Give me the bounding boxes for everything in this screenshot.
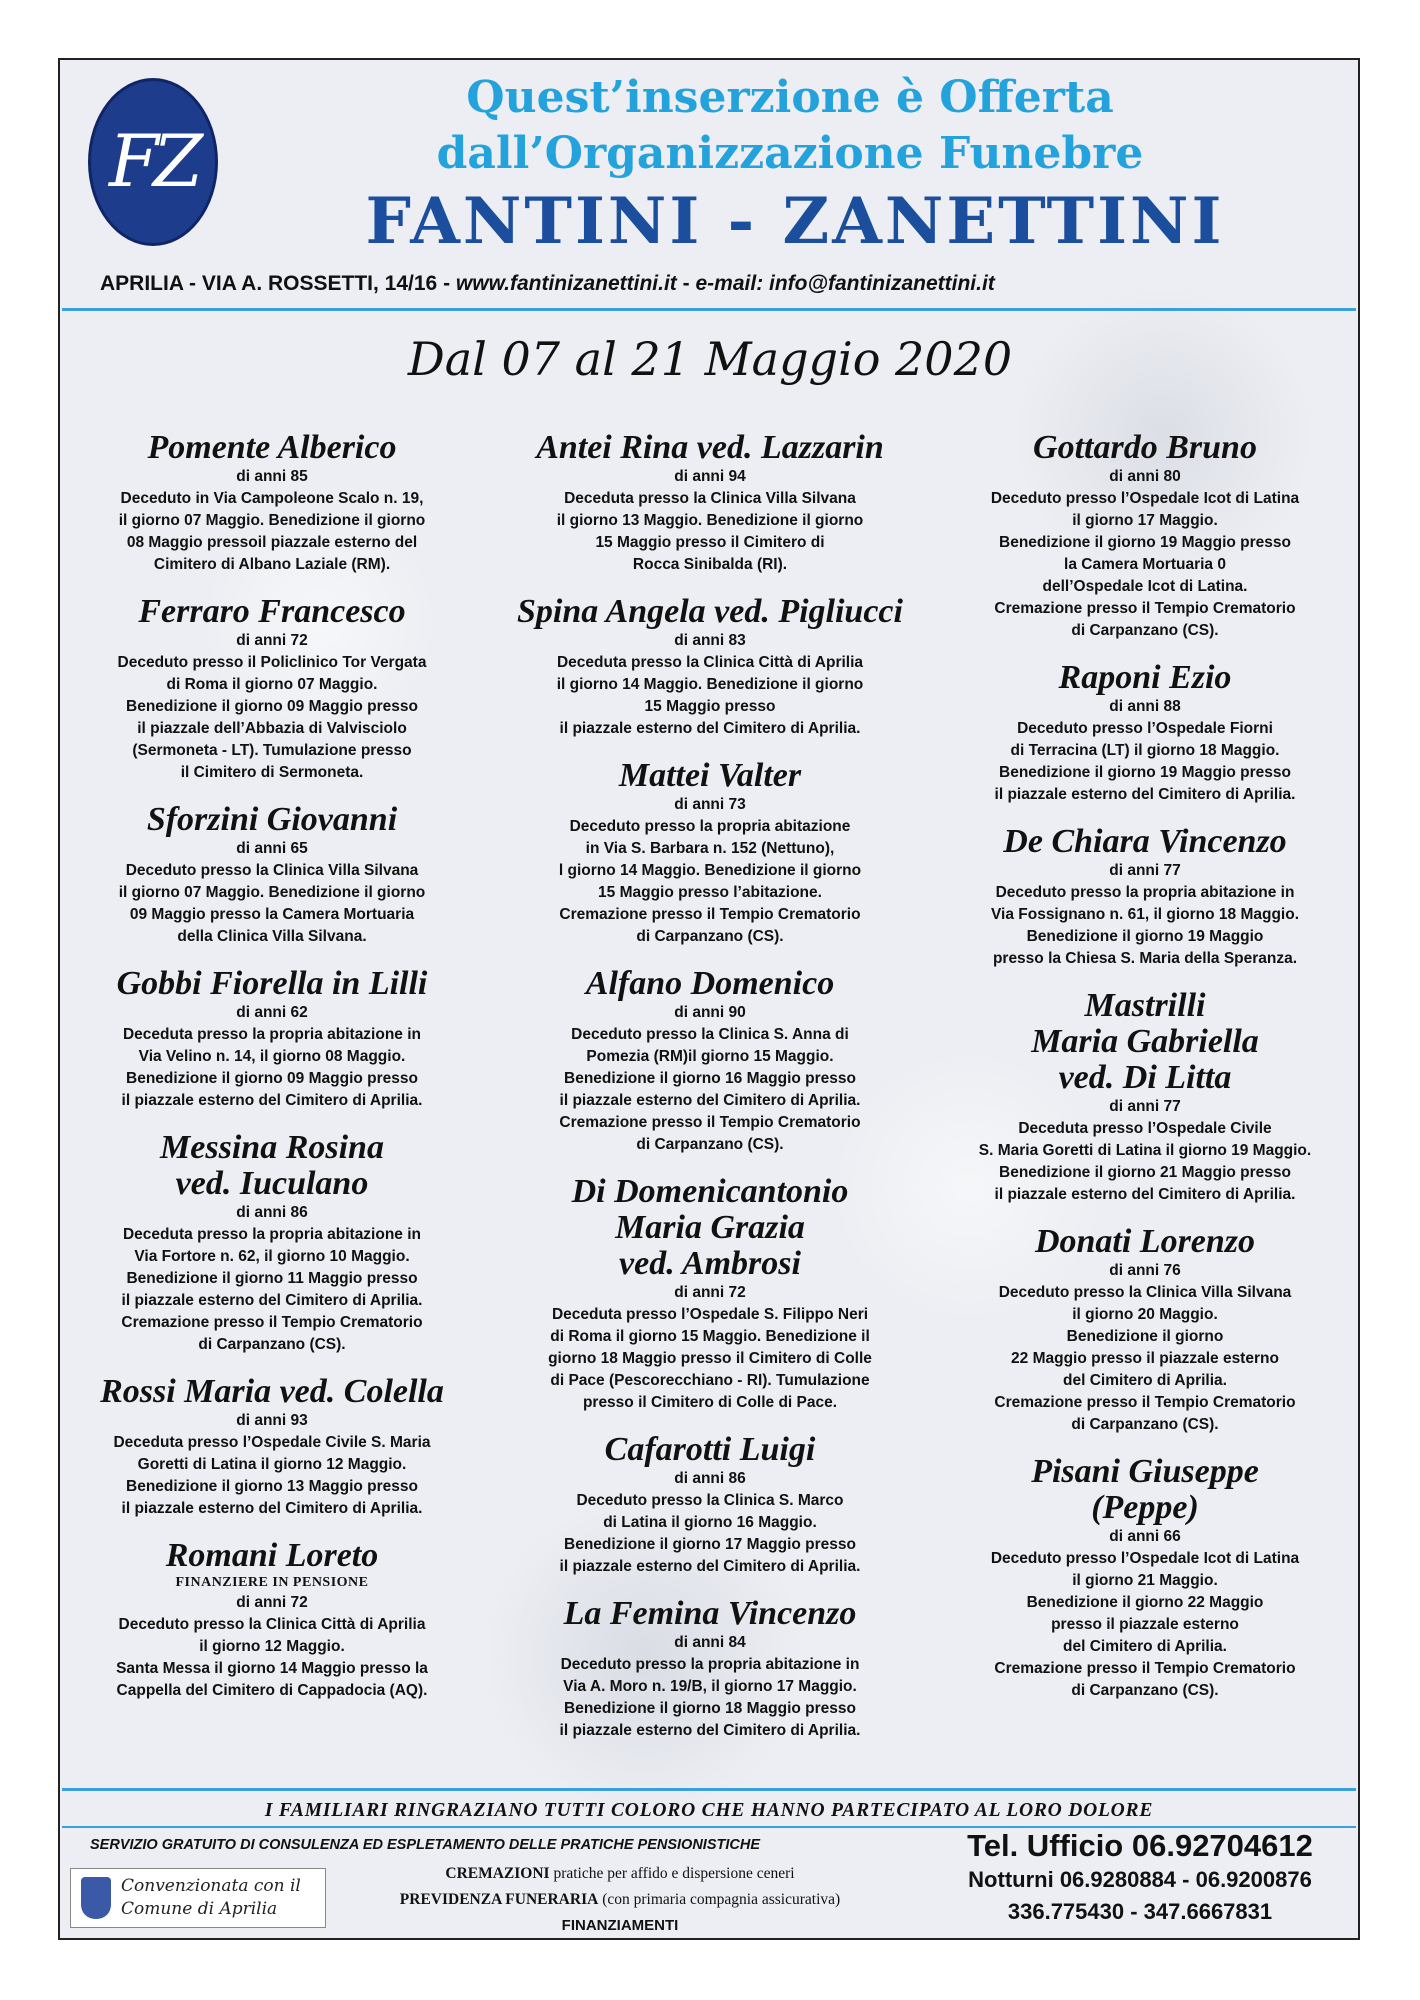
fz-logo [88,78,218,246]
obituary-details: Deceduto presso la Clinica S. Anna di Pomezia (RM)il giorno 15 Maggio. Benedizione il giorno 16 Maggio presso il piazzale esterno del Cimitero di Aprilia. Cremazione presso il Tempio Crematorio di Carpanzano (CS). [559,1026,861,1153]
deceased-age: di anni 80 [1109,468,1181,485]
night-phones[interactable]: Notturni 06.9280884 - 06.9200876 [968,1867,1312,1892]
obituary-details: Deceduta presso la Clinica Villa Silvana il giorno 13 Maggio. Benedizione il giorno 15 Maggio presso il Cimitero di Rocca Sinibalda (RI). [556,490,864,573]
obituary-entry [57,1130,487,1356]
deceased-age: di anni 86 [236,1204,308,1221]
previdenza-line: PREVIDENZA FUNERARIA (con primaria compagnia assicurativa) [399,1891,841,1908]
obituary-entry [495,430,925,576]
website-link[interactable]: www.fantinizanettini.it [455,272,677,295]
obituary-details: Deceduto presso l’Ospedale Fiorni di Terracina (LT) il giorno 18 Maggio. Benedizione il giorno 19 Maggio presso il piazzale esterno del Cimitero di Aprilia. [994,720,1296,803]
obituary-details: Deceduto presso la Clinica Villa Silvana il giorno 20 Maggio. Benedizione il giorno 22 Maggio presso il piazzale esterno del Cimitero di Aprilia. Cremazione presso il Tempio Crematorio di Carpanzano (CS). [994,1284,1296,1433]
deceased-name: De Chiara Vincenzo [1003,823,1287,860]
service-line: SERVIZIO GRATUITO DI CONSULENZA ED ESPLETAMENTO DELLE PRATICHE PENSIONISTICHE [90,1837,761,1853]
obituary-details: Deceduta presso l’Ospedale Civile S. Maria Goretti di Latina il giorno 19 Maggio. Benedizione il giorno 21 Maggio presso il piazzale esterno del Cimitero di Aprilia. [978,1120,1312,1203]
email-link[interactable]: e-mail: info@fantinizanettini.it [695,272,995,295]
comune-badge [70,1868,326,1928]
date-range: Dal 07 al 21 Maggio 2020 [407,332,1013,386]
obituary-details: Deceduto in Via Campoleone Scalo n. 19, il giorno 07 Maggio. Benedizione il giorno 08 Maggio pressoil piazzale esterno del Cimitero di Albano Laziale (RM). [118,490,426,573]
deceased-name: Raponi Ezio [1058,659,1232,696]
offer-line-2: dall’Organizzazione Funebre [436,128,1144,179]
obituary-details: Deceduto presso la propria abitazione in Via S. Barbara n. 152 (Nettuno), l giorno 14 Maggio. Benedizione il giorno 15 Maggio presso l’abitazione. Cremazione presso il Tempio Crematorio di Carpanzano (CS). [558,818,862,945]
deceased-age: di anni 90 [674,1004,746,1021]
footer-divider-top [62,1788,1356,1791]
deceased-name: Di Domenicantonio Maria Grazia ved. Ambrosi [571,1173,849,1282]
deceased-age: di anni 76 [1109,1262,1181,1279]
deceased-age: di anni 65 [236,840,308,857]
deceased-age: di anni 84 [674,1634,746,1651]
obituary-details: Deceduto presso la Clinica S. Marco di Latina il giorno 16 Maggio. Benedizione il giorno 17 Maggio presso il piazzale esterno del Cimitero di Aprilia. [559,1492,861,1575]
obituary-column-2 [495,430,925,1760]
finanziamenti-line: FINANZIAMENTI [561,1917,679,1934]
obituary-details: Deceduta presso l’Ospedale Civile S. Maria Goretti di Latina il giorno 12 Maggio. Benedizione il giorno 13 Maggio presso il piazzale esterno del Cimitero di Aprilia. [113,1434,431,1517]
obituary-entry [57,1374,487,1520]
obituary-entry [57,1538,487,1702]
deceased-name: Messina Rosina ved. Iuculano [160,1129,384,1202]
obituary-column-1 [57,430,487,1720]
logo-letters: FZ [109,119,197,203]
deceased-name: La Femina Vincenzo [563,1595,857,1632]
obituary-entry [57,966,487,1112]
obituary-entry [495,1174,925,1414]
obituary-entry [930,988,1360,1206]
deceased-age: di anni 77 [1109,862,1181,879]
obituary-entry [495,594,925,740]
obituary-entry [495,1432,925,1578]
obituary-column-3 [930,430,1360,1720]
deceased-name: Spina Angela ved. Pigliucci [517,593,903,630]
deceased-name: Mastrilli Maria Gabriella ved. Di Litta [1031,987,1259,1096]
obituary-entry [57,802,487,948]
deceased-age: di anni 73 [674,796,746,813]
obituary-entry [930,824,1360,970]
brand-name: FANTINI - ZANETTINI [365,184,1225,259]
deceased-age: di anni 83 [674,632,746,649]
obituary-details: Deceduto presso il Policlinico Tor Vergata di Roma il giorno 07 Maggio. Benedizione il giorno 09 Maggio presso il piazzale dell’Abbazia di Valvisciolo (Sermoneta - LT). Tumulazione presso il Cimitero di Sermoneta. [117,654,427,781]
obituary-details: Deceduto presso la propria abitazione in Via Fossignano n. 61, il giorno 18 Maggio. Benedizione il giorno 19 Maggio presso la Chiesa S. Maria della Speranza. [990,884,1300,967]
deceased-title: FINANZIERE IN PENSIONE [175,1575,369,1590]
deceased-name: Rossi Maria ved. Colella [100,1373,444,1410]
deceased-name: Antei Rina ved. Lazzarin [536,429,884,466]
convention-text: Convenzionata con il Comune di Aprilia [121,1876,301,1919]
deceased-name: Alfano Domenico [585,965,835,1002]
deceased-name: Donati Lorenzo [1034,1223,1256,1260]
deceased-name: Pisani Giuseppe (Peppe) [1031,1453,1259,1526]
thanks-line: I FAMILIARI RINGRAZIANO TUTTI COLORO CHE HANNO PARTECIPATO AL LORO DOLORE [264,1800,1154,1821]
deceased-age: di anni 72 [236,1594,308,1611]
obituary-details: Deceduta presso la Clinica Città di Aprilia il giorno 14 Maggio. Benedizione il giorno 15 Maggio presso il piazzale esterno del Cimitero di Aprilia. [556,654,864,737]
address-bar: APRILIA - VIA A. ROSSETTI, 14/16 - www.fantinizanettini.it - e-mail: info@fantinizanettini.it [100,272,995,295]
deceased-age: di anni 77 [1109,1098,1181,1115]
deceased-age: di anni 94 [674,468,746,485]
mobile-phones[interactable]: 336.775430 - 347.6667831 [1007,1899,1273,1924]
deceased-name: Sforzini Giovanni [146,801,398,838]
deceased-age: di anni 72 [674,1284,746,1301]
deceased-age: di anni 62 [236,1004,308,1021]
deceased-age: di anni 85 [236,468,308,485]
obituary-details: Deceduto presso la Clinica Villa Silvana il giorno 07 Maggio. Benedizione il giorno 09 Maggio presso la Camera Mortuaria della Clinica Villa Silvana. [118,862,426,945]
deceased-age: di anni 86 [674,1470,746,1487]
office-phone[interactable]: Tel. Ufficio 06.92704612 [967,1828,1313,1863]
obituary-entry [57,594,487,784]
obituary-details: Deceduta presso la propria abitazione in Via Velino n. 14, il giorno 08 Maggio. Benedizione il giorno 09 Maggio presso il piazzale esterno del Cimitero di Aprilia. [121,1026,423,1109]
contacts [930,1828,1350,1928]
obituary-details: Deceduto presso la Clinica Città di Aprilia il giorno 12 Maggio. Santa Messa il giorno 14 Maggio presso la Cappella del Cimitero di Cappadocia (AQ). [116,1616,428,1699]
deceased-age: di anni 72 [236,632,308,649]
obituary-details: Deceduto presso l’Ospedale Icot di Latina il giorno 17 Maggio. Benedizione il giorno 19 Maggio presso la Camera Mortuaria 0 dell’Ospedale Icot di Latina. Cremazione presso il Tempio Crematorio di Carpanzano (CS). [990,490,1300,639]
obituary-entry [930,660,1360,806]
deceased-name: Romani Loreto [165,1537,379,1574]
obituary-details: Deceduto presso l’Ospedale Icot di Latina il giorno 21 Maggio. Benedizione il giorno 22 Maggio presso il piazzale esterno del Cimitero di Aprilia. Cremazione presso il Tempio Crematorio di Carpanzano (CS). [990,1550,1300,1699]
obituary-entry [495,758,925,948]
deceased-age: di anni 93 [236,1412,308,1429]
comune-crest-icon [81,1877,111,1919]
obituary-entry [930,1454,1360,1702]
obituary-details: Deceduta presso la propria abitazione in Via Fortore n. 62, il giorno 10 Maggio. Benedizione il giorno 11 Maggio presso il piazzale esterno del Cimitero di Aprilia. Cremazione presso il Tempio Crematorio di Carpanzano (CS). [121,1226,423,1353]
deceased-name: Pomente Alberico [147,429,397,466]
obituary-details: Deceduto presso la propria abitazione in Via A. Moro n. 19/B, il giorno 17 Maggio. Benedizione il giorno 18 Maggio presso il piazzale esterno del Cimitero di Aprilia. [559,1656,861,1739]
deceased-name: Gottardo Bruno [1033,429,1257,466]
header-divider [62,308,1356,311]
obituary-entry [495,1596,925,1742]
deceased-age: di anni 66 [1109,1528,1181,1545]
obituary-entry [495,966,925,1156]
deceased-name: Ferraro Francesco [138,593,406,630]
obituary-details: Deceduta presso l’Ospedale S. Filippo Neri di Roma il giorno 15 Maggio. Benedizione il giorno 18 Maggio presso il Cimitero di Colle di Pace (Pescorecchiano - RI). Tumulazione presso il Cimitero di Colle di Pace. [548,1306,872,1411]
cremazioni-line: CREMAZIONI pratiche per affido e dispersione ceneri [445,1865,795,1882]
deceased-name: Gobbi Fiorella in Lilli [116,965,428,1002]
deceased-name: Cafarotti Luigi [604,1431,816,1468]
obituary-entry [930,430,1360,642]
address: APRILIA - VIA A. ROSSETTI, 14/16 [100,272,438,295]
obituary-entry [57,430,487,576]
deceased-name: Mattei Valter [618,757,802,794]
offer-line-1: Quest’inserzione è Offerta [466,72,1114,123]
obituary-entry [930,1224,1360,1436]
deceased-age: di anni 88 [1109,698,1181,715]
